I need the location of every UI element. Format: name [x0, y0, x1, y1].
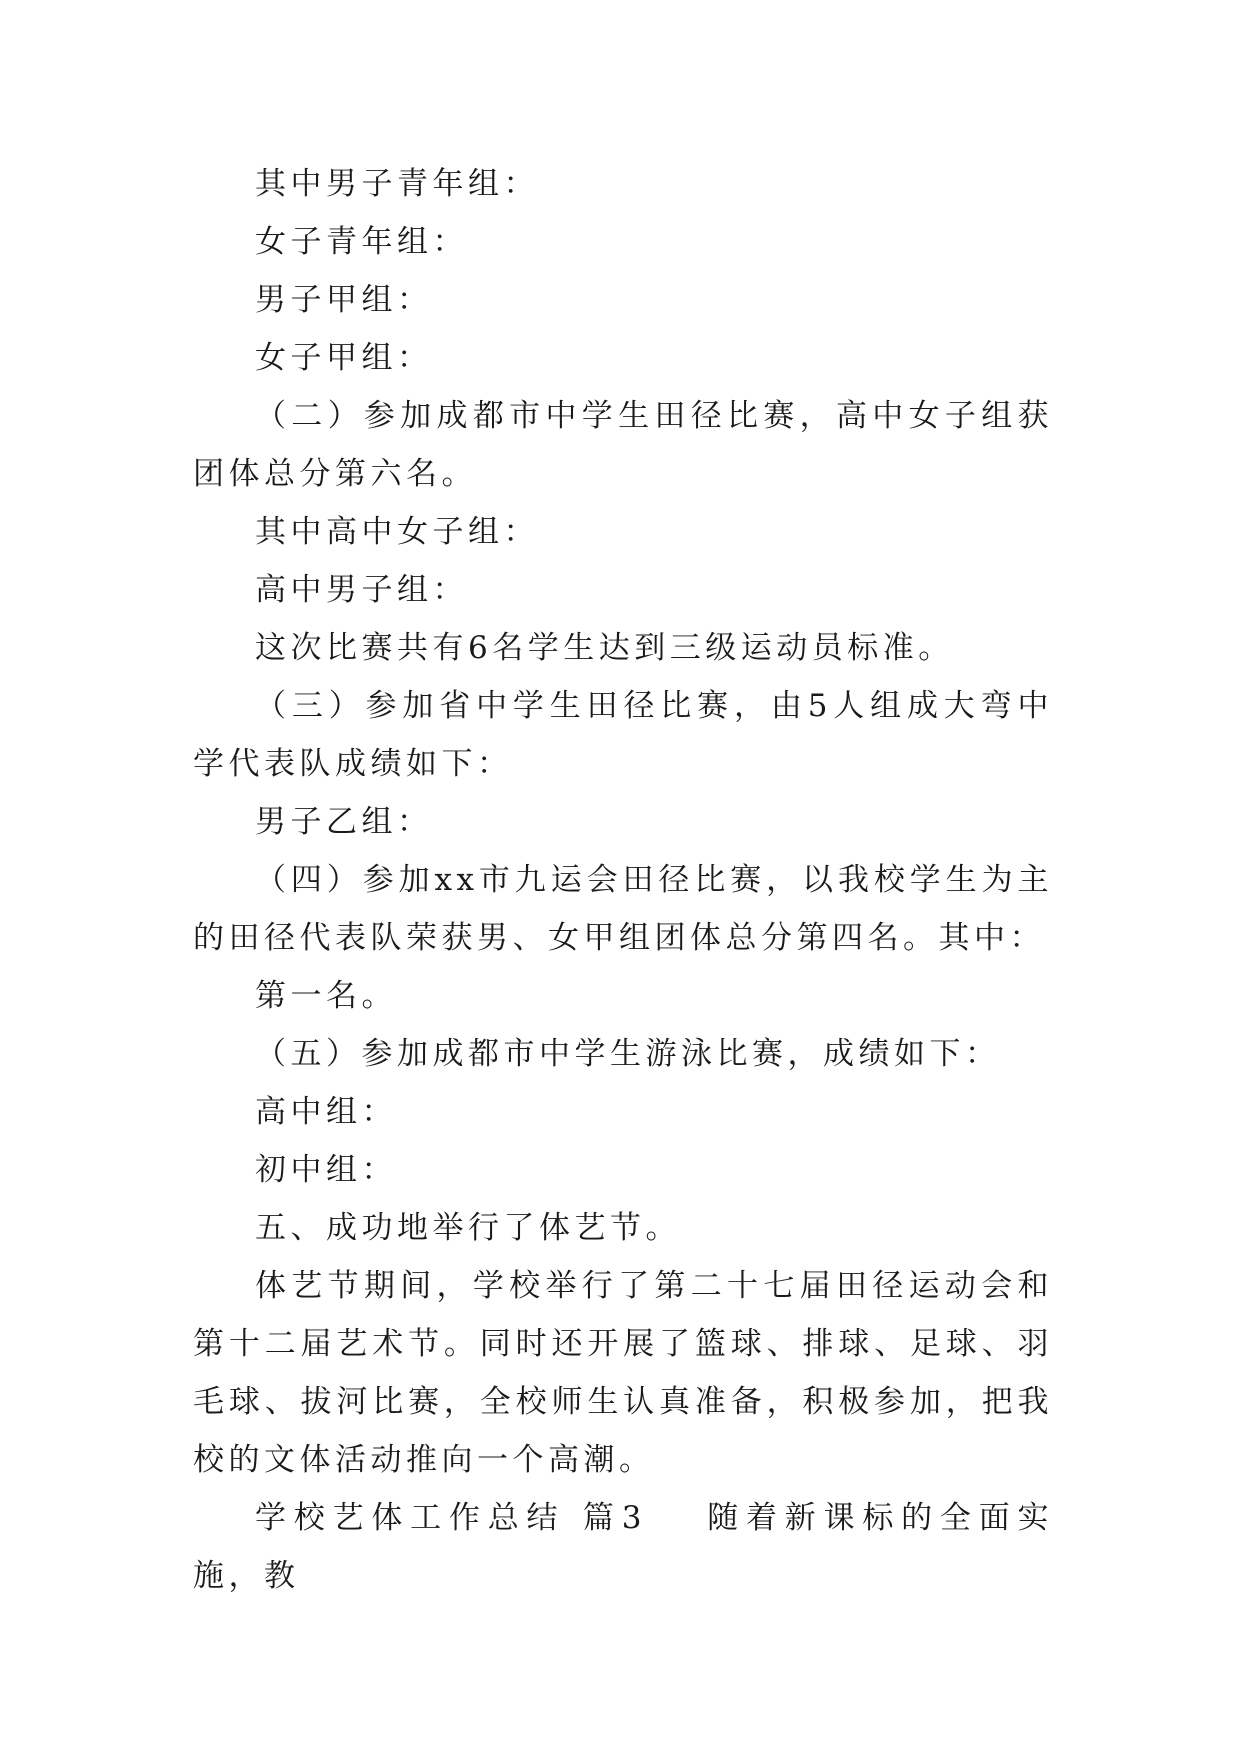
paragraph-16: 五、成功地举行了体艺节。: [255, 1210, 681, 1246]
paragraph-6: 其中高中女子组：: [255, 514, 539, 550]
paragraph-17: 体艺节期间，学校举行了第二十七届田径运动会和第十二届艺术节。同时还开展了篮球、排球、足球、羽毛球、拔河比赛，全校师生认真准备，积极参加，把我校的文体活动推向一个高潮。: [193, 1268, 1053, 1478]
paragraph-1: 其中男子青年组：: [255, 166, 539, 202]
section-continuation: 随着新课标的全面实施，教: [193, 1500, 1053, 1594]
paragraph-9: （三）参加省中学生田径比赛，由5人组成大弯中学代表队成绩如下：: [193, 688, 1053, 782]
paragraph-5: （二）参加成都市中学生田径比赛，高中女子组获团体总分第六名。: [193, 398, 1053, 492]
paragraph-14: 高中组：: [255, 1094, 397, 1130]
paragraph-3: 男子甲组：: [255, 282, 433, 318]
paragraph-12: 第一名。: [255, 978, 397, 1014]
section-heading: 学校艺体工作总结: [255, 1500, 566, 1536]
last-line: [193, 1489, 1053, 1605]
paragraph-13: （五）参加成都市中学生游泳比赛，成绩如下：: [255, 1036, 1001, 1072]
document-body: [193, 155, 1053, 1605]
paragraph-8: 这次比赛共有6名学生达到三级运动员标准。: [255, 630, 954, 666]
section-number: 篇3: [582, 1500, 646, 1536]
paragraph-15: 初中组：: [255, 1152, 397, 1188]
paragraph-4: 女子甲组：: [255, 340, 433, 376]
paragraph-11: （四）参加xx市九运会田径比赛，以我校学生为主的田径代表队荣获男、女甲组团体总分第四名。其中：: [193, 862, 1053, 956]
paragraph-10: 男子乙组：: [255, 804, 433, 840]
paragraph-2: 女子青年组：: [255, 224, 468, 260]
paragraph-7: 高中男子组：: [255, 572, 468, 608]
